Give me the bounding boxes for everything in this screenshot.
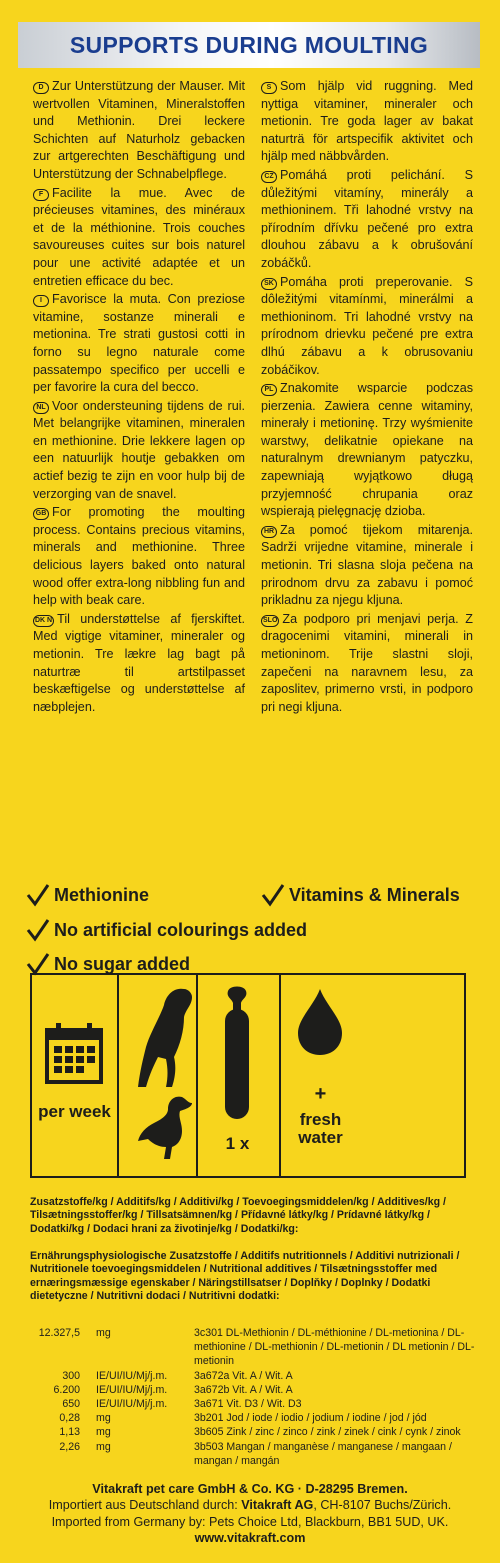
footer-website: www.vitakraft.com	[194, 1531, 306, 1546]
nutrient-desc: 3a672b Vit. A / Wit. A	[194, 1383, 293, 1396]
check-icon	[26, 883, 50, 907]
nutrient-amount: 650	[62, 1398, 80, 1411]
plus-sign: +	[314, 1083, 327, 1105]
country-code-badge: I	[33, 295, 49, 307]
nutrient-unit: mg	[96, 1412, 111, 1425]
importer-company: Vitakraft AG	[241, 1498, 314, 1513]
description-columns	[33, 78, 473, 717]
claim-label: Methionine	[54, 884, 149, 905]
language-paragraph	[261, 167, 473, 273]
nutrient-amount: 300	[62, 1369, 80, 1382]
language-paragraph	[33, 78, 245, 184]
calendar-icon	[44, 1022, 104, 1086]
nutrient-row	[30, 1411, 476, 1425]
nutrient-amount: 0,28	[59, 1412, 80, 1425]
nutrient-unit: mg	[96, 1327, 111, 1339]
importer-prefix: Importiert aus Deutschland durch:	[48, 1498, 242, 1513]
nutrient-desc: 3a671 Vit. D3 / Wit. D3	[194, 1398, 302, 1411]
claim-label: No artificial colourings added	[54, 919, 308, 940]
country-code-badge: SK	[261, 278, 277, 290]
paragraph-text: Favorisce la muta. Con preziose vitamine, sostanze minerali e metionina. Tre strati gustosi cotti in forno su legno naturale come passatempo specifico per uccelli e per favorire la cura del becco.	[33, 292, 245, 395]
claim-no-colourings	[26, 918, 307, 942]
paragraph-text: Zur Unterstützung der Mauser. Mit wertvollen Vitaminen, Mineralstoffen und Methionin. Drei leckere Schichten auf Naturholz gebacken zur artgerechten Beschäftigung und Unterstützung der Schnabelpflege.	[33, 79, 245, 181]
paragraph-text: Som hjälp vid ruggning. Med nyttiga vitaminer, mineraler och metionin. Tre goda lager av bakat naturträ för artspecifik aktivitet och hjälp med näbbvården.	[261, 79, 473, 164]
right-column	[261, 78, 473, 717]
nutrient-row	[30, 1369, 476, 1383]
page-title: SUPPORTS DURING MOULTING	[69, 31, 429, 58]
nutrient-unit: IE/UI/IU/Mj/j.m.	[96, 1398, 168, 1411]
nutrient-table	[30, 1326, 476, 1468]
nutrient-unit: IE/UI/IU/Mj/j.m.	[96, 1383, 168, 1396]
water-drop-icon	[294, 987, 346, 1057]
nutrient-desc: 3b201 Jod / iode / iodio / jodium / iodine / jod / jód	[194, 1412, 427, 1425]
language-paragraph	[261, 274, 473, 380]
paragraph-text: Facilite la mue. Avec de précieuses vitamines, des minéraux et de la méthionine. Trois couches savoureuses cuites sur bois naturel pour une activité adaptée et un entretien efficace du bec.	[33, 185, 245, 288]
paragraph-text: For promoting the moulting process. Contains precious vitamins, minerals and methionine. Three delicious layers baked onto natural wood offer extra-long nibbling fun and help with beak care.	[33, 505, 245, 608]
nutrient-amount: 2,26	[59, 1440, 80, 1453]
usage-table	[30, 973, 466, 1178]
country-code-badge: D	[33, 82, 49, 94]
nutrient-row	[30, 1397, 476, 1411]
per-week-label: per week	[38, 1102, 111, 1121]
nutrient-amount: 1,13	[59, 1426, 80, 1439]
claim-methionine	[26, 883, 149, 907]
canary-icon	[136, 1093, 194, 1165]
claim-label: No sugar added	[54, 953, 191, 974]
nutrient-unit: mg	[96, 1440, 111, 1453]
additives-heading-text: Zusatzstoffe/kg / Additifs/kg / Additivi/kg / Toevoegingsmiddelen/kg / Additives/kg / Tilsætningsstoffer/kg / Tillsatsämnen/kg / Přídavné látky/kg / Prídavné látky/kg / Dodatki/kg / Dodaci hrani za životinje/kg / Dodatki/kg:	[30, 1196, 446, 1235]
language-paragraph	[33, 185, 245, 291]
fresh-water-label: fresh water	[298, 1110, 343, 1147]
paragraph-text: Pomáha proti preperovanie. S dôležitými vitamínmi, minerálmi a methioninom. Tri lahodné vrstvy na prírodnom drievku pečené pre extra dlhú zábavu a k obrusovaniu zobáčikov.	[261, 274, 473, 377]
language-paragraph	[33, 398, 245, 504]
nutrient-unit: IE/UI/IU/Mj/j.m.	[96, 1369, 168, 1382]
language-paragraph	[261, 380, 473, 521]
paragraph-text: Voor ondersteuning tijdens de rui. Met belangrijke vitaminen, mineralen en methionine. Drie lekkere lagen op een natuurlijk houtje gebakken om actief bezig te zijn en voor hulp bij de verzorging van de snavel.	[33, 398, 245, 501]
nutrient-amount: 12.327,5	[38, 1327, 80, 1339]
check-icon	[261, 883, 285, 907]
country-code-badge: NL	[33, 402, 49, 414]
footer	[10, 1481, 490, 1547]
paragraph-text: Za pomoć tijekom mitarenja. Sadrži vrijedne vitamine, minerale i metionin. Tri slasna sloja pečena na prirodnom drvu za zabavu i pomoć prikladnu za njegu kljuna.	[261, 522, 473, 608]
additives-heading	[30, 1196, 476, 1236]
divider	[117, 975, 119, 1176]
nutrient-row	[30, 1326, 476, 1369]
nutrient-desc: 3b503 Mangan / manganèse / manganese / mangaan / mangan / mangán	[194, 1440, 452, 1467]
title-banner	[18, 22, 480, 68]
country-code-badge: S	[261, 82, 277, 94]
paragraph-text: Til understøttelse af fjerskiftet. Med vigtige vitaminer, mineraler og metionin. Tre lækre lag bagt på naturtræ til artstilpasset beskæftigelse og understøttelse af næbplejen.	[33, 611, 245, 714]
country-code-badge: GB	[33, 508, 49, 520]
nutrient-row	[30, 1425, 476, 1439]
nutrient-desc: 3c301 DL-Methionin / DL-méthionine / DL-metionina / DL-methionine / DL-methionin / DL-metionin / DL metionin / DL-metionin	[194, 1327, 475, 1368]
paragraph-text: Znakomite wsparcie podczas pierzenia. Zawiera cenne witaminy, minerały i metioninę. Trzy wyśmienite warstwy, delikatnie opiekane na naturalnym drewnianym patyczku, zapewniają wyjątkowo długą przyjemność chrupania oraz wspierają pielęgnację dzioba.	[261, 381, 473, 519]
nutritional-heading	[30, 1250, 476, 1304]
country-code-badge: PL	[261, 384, 277, 396]
claim-label: Vitamins & Minerals	[289, 884, 460, 905]
paragraph-text: Za podporo pri menjavi perja. Z dragocenimi vitamini, minerali in metioninom. Trije slastni sloji, zapečeni na naravnem lesu, za zaposlitev, primerno vrsti, in podporo pri negi kljuna.	[261, 611, 473, 714]
nutrient-unit: mg	[96, 1426, 111, 1439]
nutrient-desc: 3b605 Zink / zinc / zinco / zink / zinek / cink / cynk / zinok	[194, 1426, 461, 1439]
language-paragraph	[261, 611, 473, 717]
budgie-icon	[138, 983, 194, 1089]
country-code-badge: DK N	[33, 615, 54, 627]
importer-suffix: , CH-8107 Buchs/Zürich.	[313, 1498, 452, 1513]
country-code-badge: HR	[261, 526, 277, 538]
left-column	[33, 78, 245, 717]
country-code-badge: CZ	[261, 171, 277, 183]
nutrient-row	[30, 1383, 476, 1397]
snack-stick-icon	[216, 985, 258, 1121]
nutritional-heading-text: Ernährungsphysiologische Zusatzstoffe / Additifs nutritionnels / Additivi nutrizionali / Nutritionele toevoegingsmiddelen / Nutritional additives / Tilsætningsstoffer med ernæringsmæssige egenskaber / Näringstillsatser / Doplňky / Doplnky / Dodatki dietetyczne / Nutritivni dodaci / Nutritivni dodatki:	[30, 1250, 460, 1303]
footer-importer-ch	[10, 1497, 490, 1513]
nutrient-amount: 6.200	[53, 1383, 80, 1396]
country-code-badge: F	[33, 189, 49, 201]
language-paragraph	[33, 611, 245, 717]
claim-vitamins-minerals	[261, 883, 460, 907]
quantity-label: 1 x	[225, 1134, 250, 1153]
language-paragraph	[261, 78, 473, 166]
country-code-badge: SLO	[261, 615, 279, 627]
nutrient-row	[30, 1440, 476, 1468]
language-paragraph	[33, 291, 245, 397]
nutrient-desc: 3a672a Vit. A / Wit. A	[194, 1369, 293, 1382]
footer-importer-uk: Imported from Germany by: Pets Choice Ltd, Blackburn, BB1 5UD, UK.	[51, 1514, 449, 1529]
language-paragraph	[33, 504, 245, 610]
paragraph-text: Pomáhá proti pelichání. S důležitými vitamíny, minerály a methioninem. Tři lahodné vrstvy na přírodním dřívku pečené pro extra dlouhou zábavu a k obrušování zobáčků.	[261, 167, 473, 270]
language-paragraph	[261, 522, 473, 610]
footer-manufacturer: Vitakraft pet care GmbH & Co. KG · D-28295 Bremen.	[92, 1482, 408, 1496]
check-icon	[26, 918, 50, 942]
